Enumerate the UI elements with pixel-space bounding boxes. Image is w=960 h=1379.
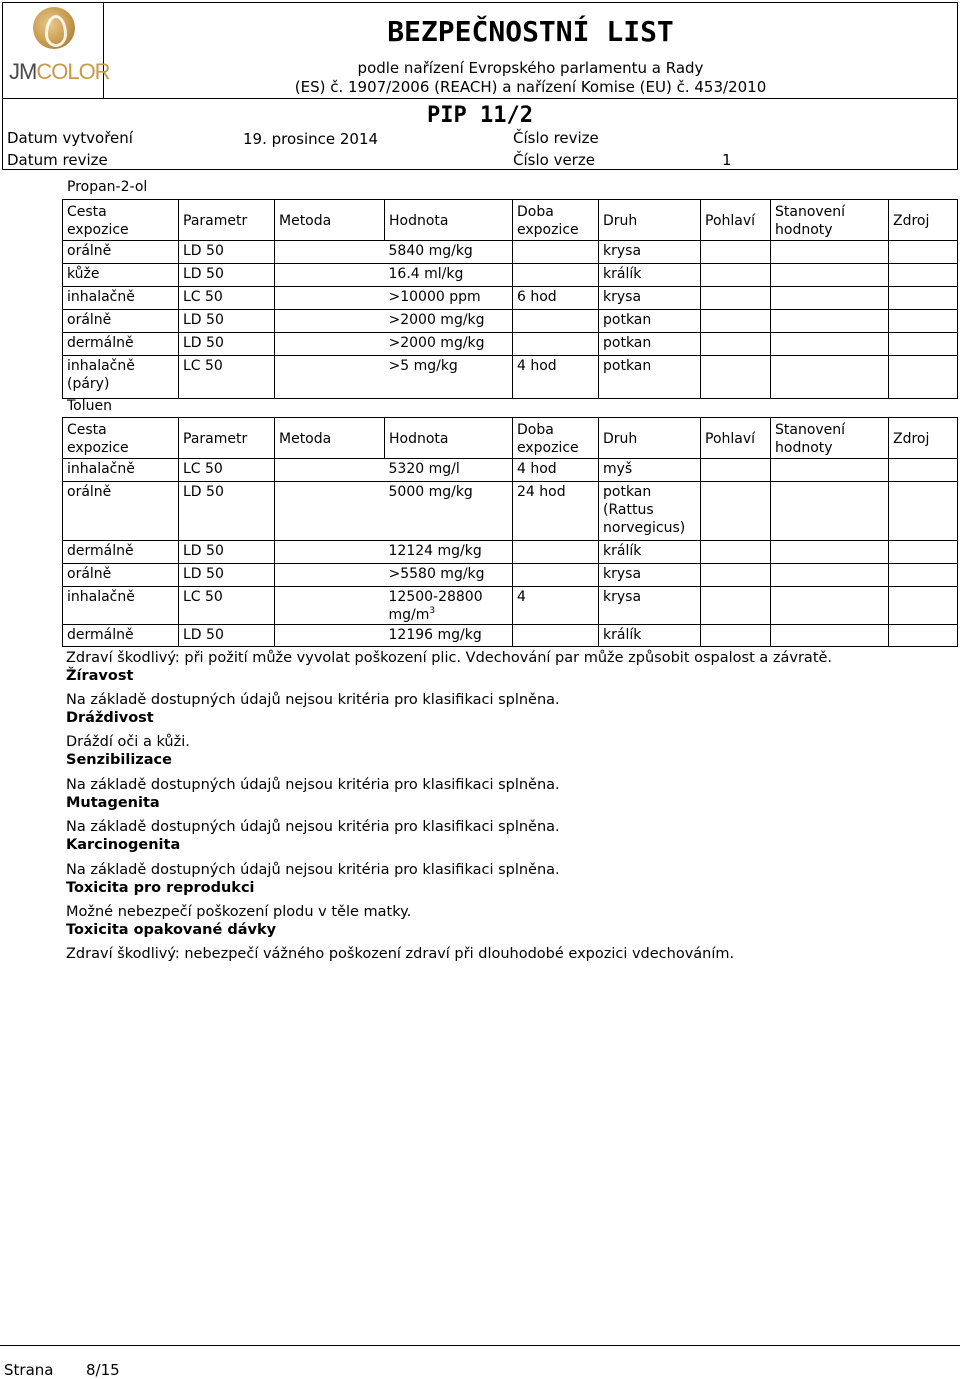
revision-number-label: Číslo revize	[513, 129, 599, 147]
section-heading: Žíravost	[66, 668, 134, 684]
section-text: Zdraví škodlivý: nebezpečí vážného poškození zdraví při dlouhodobé expozici vdechováním.	[66, 946, 735, 962]
table-row: inhalačně LC 50 5320 mg/l 4 hod myš	[63, 459, 958, 482]
header-duration: Doba expozice	[513, 418, 599, 459]
header-method: Metoda	[275, 200, 385, 241]
section-heading: Karcinogenita	[66, 837, 181, 853]
header-sex: Pohlaví	[701, 200, 771, 241]
table-row: inhalačně (páry) LC 50 >5 mg/kg 4 hod potkan	[63, 356, 958, 399]
section-heading: Toxicita opakované dávky	[66, 922, 277, 938]
table-row: inhalačně LC 50 >10000 ppm 6 hod krysa	[63, 287, 958, 310]
header-species: Druh	[599, 200, 701, 241]
section-heading: Mutagenita	[66, 795, 160, 811]
regulation-line-2: (ES) č. 1907/2006 (REACH) a nařízení Komise (EU) č. 453/2010	[294, 78, 767, 96]
header-value: Hodnota	[385, 200, 513, 241]
substance-name: Propan-2-ol	[67, 179, 148, 195]
version-label: Číslo verze	[513, 151, 595, 169]
table-row: dermálně LD 50 12196 mg/kg králík	[63, 625, 958, 647]
table-row: dermálně LD 50 >2000 mg/kg potkan	[63, 333, 958, 356]
header-route: Cesta expozice	[63, 200, 179, 241]
header-duration: Doba expozice	[513, 200, 599, 241]
logo-wordmark: JMCOLOR	[9, 59, 110, 84]
table-row: inhalačně LC 50 12500-28800 $mg/m^3$ 4 krysa	[63, 587, 958, 625]
company-logo	[3, 3, 110, 99]
regulation-line-1: podle nařízení Evropského parlamentu a Rady	[357, 59, 704, 77]
section-text: Možné nebezpečí poškození plodu v těle matky.	[66, 904, 412, 920]
logo-emblem-icon	[33, 7, 75, 49]
title-area	[104, 3, 957, 99]
page-number: 8/15	[86, 1361, 120, 1379]
revision-date-label: Datum revize	[7, 151, 108, 169]
product-name: PIP 11/2	[427, 103, 533, 128]
created-label: Datum vytvoření	[7, 129, 133, 147]
table-header-row	[63, 418, 958, 459]
header-source: Zdroj	[889, 200, 958, 241]
table-row: orálně LD 50 >2000 mg/kg potkan	[63, 310, 958, 333]
section-heading: Senzibilizace	[66, 752, 172, 768]
toxicity-table	[62, 199, 958, 399]
substance-name: Toluen	[67, 398, 112, 414]
section-text: Na základě dostupných údajů nejsou kritéria pro klasifikaci splněna.	[66, 862, 560, 878]
section-heading: Toxicita pro reprodukci	[66, 880, 255, 896]
header-determination: Stanovení hodnoty	[771, 418, 889, 459]
section-text: Na základě dostupných údajů nejsou kritéria pro klasifikaci splněna.	[66, 692, 560, 708]
created-value: 19. prosince 2014	[243, 130, 379, 148]
acute-toxicity-note: Zdraví škodlivý: při požití může vyvolat poškození plic. Vdechování par může způsobit ospalost a závratě.	[66, 650, 833, 666]
table-header-row	[63, 200, 958, 241]
header-method: Metoda	[275, 418, 385, 459]
section-heading: Dráždivost	[66, 710, 154, 726]
table-row: orálně LD 50 >5580 mg/kg krysa	[63, 564, 958, 587]
section-text: Dráždí oči a kůži.	[66, 734, 190, 750]
footer-divider	[0, 1345, 960, 1346]
header-determination: Stanovení hodnoty	[771, 200, 889, 241]
table-row: orálně LD 50 5000 mg/kg 24 hod potkan (Rattus norvegicus)	[63, 482, 958, 541]
section-text: Na základě dostupných údajů nejsou kritéria pro klasifikaci splněna.	[66, 819, 560, 835]
header-species: Druh	[599, 418, 701, 459]
toxicity-table	[62, 417, 958, 647]
header-parameter: Parametr	[179, 418, 275, 459]
header-parameter: Parametr	[179, 200, 275, 241]
page-label: Strana	[4, 1361, 54, 1379]
table-row: dermálně LD 50 12124 mg/kg králík	[63, 541, 958, 564]
document-title: BEZPEČNOSTNÍ LIST	[387, 15, 674, 48]
document-header	[2, 2, 958, 170]
version-value: 1	[722, 151, 732, 169]
header-source: Zdroj	[889, 418, 958, 459]
table-row: kůže LD 50 16.4 ml/kg králík	[63, 264, 958, 287]
header-sex: Pohlaví	[701, 418, 771, 459]
header-value: Hodnota	[385, 418, 513, 459]
table-row: orálně LD 50 5840 mg/kg krysa	[63, 241, 958, 264]
section-text: Na základě dostupných údajů nejsou kritéria pro klasifikaci splněna.	[66, 777, 560, 793]
header-route: Cesta expozice	[63, 418, 179, 459]
